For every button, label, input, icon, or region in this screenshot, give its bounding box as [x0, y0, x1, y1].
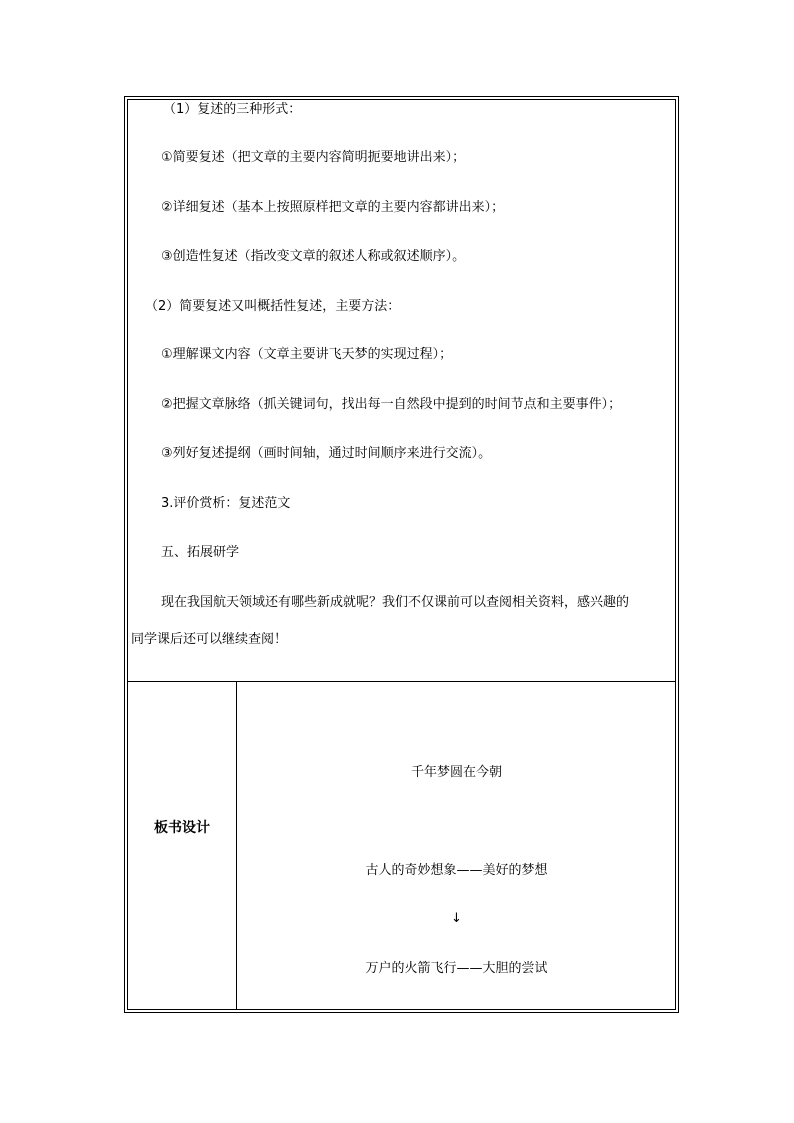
board-design-label: 板书设计 — [154, 820, 210, 836]
table-column-divider — [236, 681, 237, 1010]
content-line: （1）复述的三种形式： — [163, 102, 302, 117]
table-row-divider — [127, 681, 676, 682]
content-line: ①理解课文内容（文章主要讲飞天梦的实现过程）； — [161, 347, 453, 362]
content-line: ①简要复述（把文章的主要内容简明扼要地讲出来）； — [161, 150, 466, 165]
board-line-dream: 古人的奇妙想象——美好的梦想 — [365, 863, 548, 878]
content-line: （2）简要复述又叫概括性复述，主要方法： — [145, 299, 401, 314]
content-line: 3.评价赏析：复述范文 — [161, 496, 291, 511]
content-line: ②详细复述（基本上按照原样把文章的主要内容都讲出来）； — [161, 200, 505, 215]
section-heading: 五、拓展研学 — [161, 545, 240, 560]
content-line: ③创造性复述（指改变文章的叙述人称或叙述顺序）。 — [161, 249, 466, 264]
board-line-attempt: 万户的火箭飞行——大胆的尝试 — [365, 961, 548, 976]
content-line: 现在我国航天领域还有哪些新成就呢？我们不仅课前可以查阅相关资料，感兴趣的 — [161, 595, 630, 610]
content-line: 同学课后还可以继续查阅！ — [131, 632, 288, 647]
content-line: ③列好复述提纲（画时间轴，通过时间顺序来进行交流）。 — [161, 446, 492, 461]
board-title: 千年梦圆在今朝 — [410, 765, 502, 780]
down-arrow-icon: ↓ — [451, 911, 462, 926]
content-line: ②把握文章脉络（抓关键词句，找出每一自然段中提到的时间节点和主要事件）； — [161, 397, 622, 412]
